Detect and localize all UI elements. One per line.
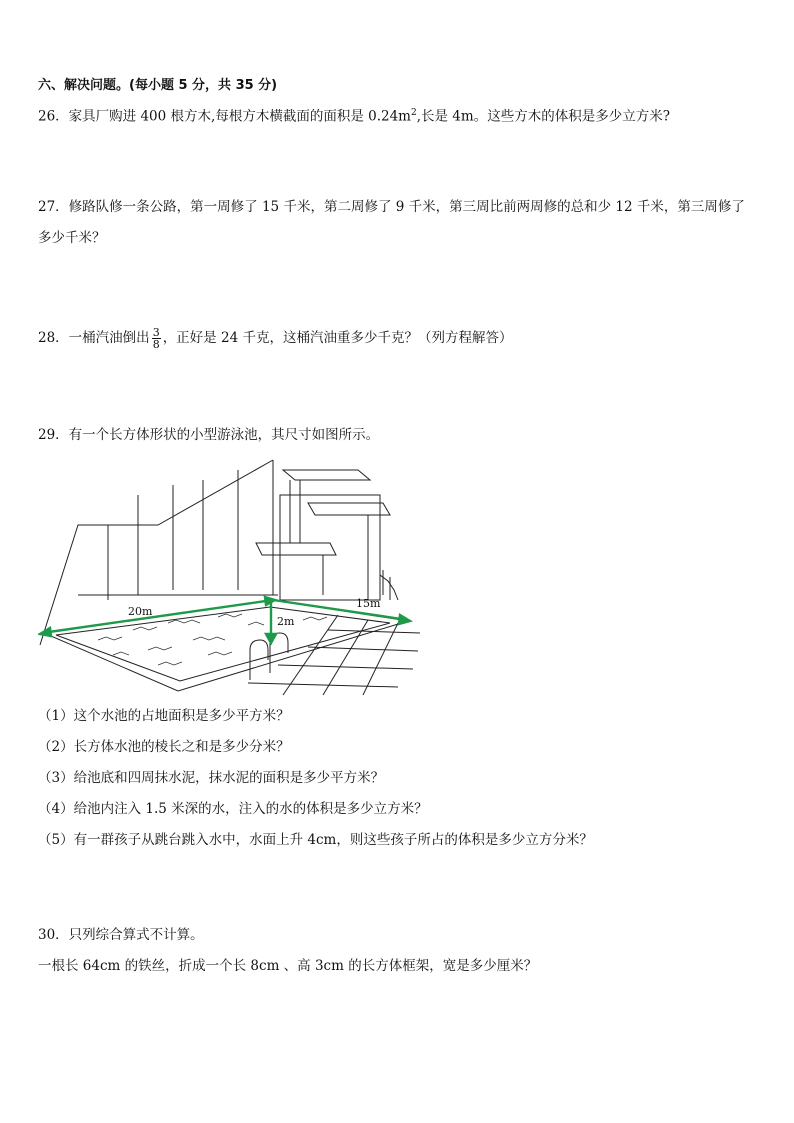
swimming-pool-figure [38,455,422,697]
question-30-line-2: 一根长 64cm 的铁丝，折成一个长 8cm 、高 3cm 的长方体框架，宽是多少厘米？ [38,958,538,974]
diving-tower [280,495,380,600]
question-28-text-after: ，正好是 24 千克，这桶汽油重多少千克？（列方程解答） [162,330,513,346]
length-arrow [42,600,273,633]
question-26-text-a: 26．家具厂购进 400 根方木,每根方木横截面的面积是 0.24m [38,108,411,125]
question-26-superscript: 2 [410,108,417,118]
question-26 [38,104,670,126]
question-29-sub-2: （2）长方体水池的棱长之和是多少分米？ [38,739,290,755]
question-29-sub-5: （5）有一群孩子从跳台跳入水中，水面上升 4cm，则这些孩子所占的体积是多少立方分米？ [38,832,593,848]
pool-inner-edge [56,607,390,681]
diving-platform-low [256,543,336,555]
question-29-sub-3: （3）给池底和四周抹水泥，抹水泥的面积是多少平方米？ [38,770,385,786]
question-27-line-2: 多少千米？ [38,230,106,246]
section-title: 六、解决问题。(每小题 5 分，共 35 分) [38,78,278,93]
question-29-intro: 29．有一个长方体形状的小型游泳池，其尺寸如图所示。 [38,427,380,443]
diving-platform-middle [308,503,390,515]
question-29-sub-4: （4）给池内注入 1.5 米深的水，注入的水的体积是多少立方米？ [38,801,428,817]
length-label: 20m [128,605,153,618]
diving-platform-top [283,470,370,480]
fraction-numerator: 3 [152,326,160,339]
question-28 [38,327,512,350]
fraction-three-eighths [152,327,161,350]
question-26-text-b: ,长是 4m。这些方木的体积是多少立方米? [416,108,670,125]
depth-label: 2m [277,615,295,628]
question-28-text-before: 28．一桶汽油倒出 [38,330,150,346]
width-label: 15m [356,597,381,610]
question-30-line-1: 30．只列综合算式不计算。 [38,927,204,943]
question-27-line-1: 27．修路队修一条公路，第一周修了 15 千米，第二周修了 9 千米，第三周比前两周修的总和少 12 千米，第三周修了 [38,199,745,215]
question-29-sub-1: （1）这个水池的占地面积是多少平方米？ [38,708,290,724]
pool-ladder-left [250,640,268,680]
fraction-denominator: 8 [152,338,160,351]
